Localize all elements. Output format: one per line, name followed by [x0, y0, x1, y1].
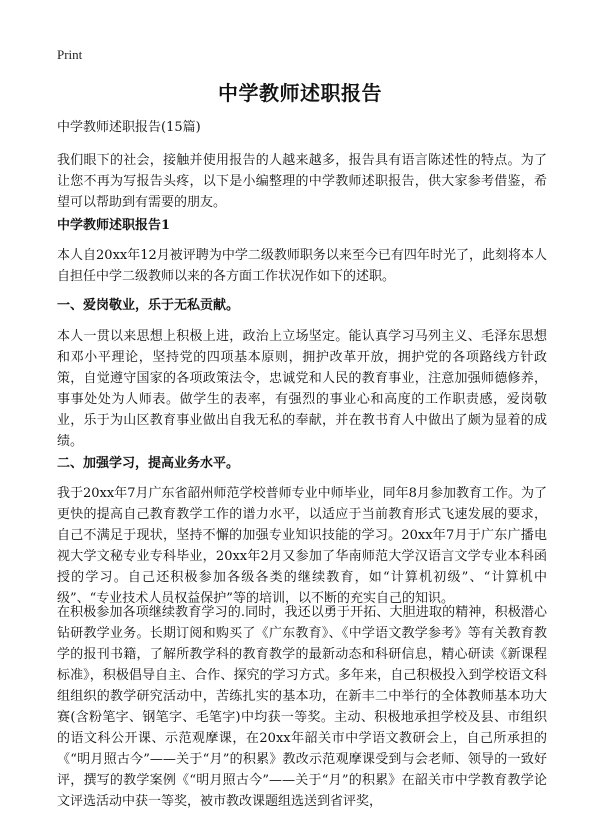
document-title: 中学教师述职报告 — [218, 81, 382, 105]
paragraph-1: 本人自20xx年12月被评聘为中学二级教师职务以来至今已有四年时光了，此刻将本人自担任中学二级教师以来的各方面工作状况作如下的述职。 — [57, 248, 547, 284]
heading-1: 一、爱岗敬业，乐于无私贡献。 — [57, 298, 240, 313]
intro-paragraph: 我们眼下的社会，接触并使用报告的人越来越多，报告具有语言陈述性的特点。为了让您不再为写报告头疼，以下是小编整理的中学教师述职报告，供大家参考借鉴，希望可以帮助到有需要的朋友。 — [57, 153, 547, 210]
paragraph-2: 本人一贯以来思想上积极上进，政治上立场坚定。能认真学习马列主义、毛泽东思想和邓小平理论，坚持党的四项基本原则，拥护改革开放，拥护党的各项路线方针政策，自觉遵守国家的各项政策法令，忠诚党和人民的教育事业，注意加强师德修养，事事处处为人师表。做学生的表率，有强烈的事业心和高度的工作职责感，爱岗敬业，乐于为山区教育事业做出自我无私的奉献，并在教书育人中做出了颇为显着的成绩。 — [57, 329, 547, 449]
paragraph-3: 我于20xx年7月广东省韶州师范学校普师专业中师毕业，同年8月参加教育工作。为了更快的提高自己教育教学工作的谱力水平，以适应于当前教育形式飞速发展的要求，自己不满足于现状，坚持不懈的加强专业知识技能的学习。20xx年7月于广东广播电视大学文秘专业专科毕业，20xx年2月又参加了华南师范大学汉语言文学专业本科函授的学习。自己还积极参加各级各类的继续教育，如“计算机初级”、“计算机中级”、“专业技术人员权益保护”等的培训，以不断的充实自己的知识。 — [57, 486, 547, 606]
paragraph-4: 在积极参加各项继续教育学习的.同时，我还以勇于开拓、大胆进取的精神，积极潜心钻研教学业务。长期订阅和购买了《广东教育》、《中学语文教学参考》等有关教育教学的报刊书籍，了解所教学科的教育教学的最新动态和科研信息，精心研读《新课程标准》，积极倡导自主、合作、探究的学习方式。多年来，自己积极投入到学校语文科组组织的教学研究活动中，苦练扎实的基本功，在新丰二中举行的全体教师基本功大赛(含粉笔字、钢笔字、毛笔字)中均获一等奖。主动、积极地承担学校及县、市组织的语文科公开课、示范观摩课，在20xx年韶关市中学语文教研会上，自己所承担的《“明月照古今”——关于“月”的积累》教改示范观摩课受到与会老师、领导的一致好评，撰写的教学案例《“明月照古今”——关于“月”的积累》在韶关市中学教育教学论文评选活动中获一等奖，被市教改课题组选送到省评奖， — [57, 605, 547, 809]
document-subtitle: 中学教师述职报告(15篇) — [57, 120, 201, 135]
heading-2: 二、加强学习，提高业务水平。 — [57, 456, 240, 471]
print-link[interactable]: Print — [57, 47, 83, 62]
section-title: 中学教师述职报告1 — [57, 218, 171, 233]
